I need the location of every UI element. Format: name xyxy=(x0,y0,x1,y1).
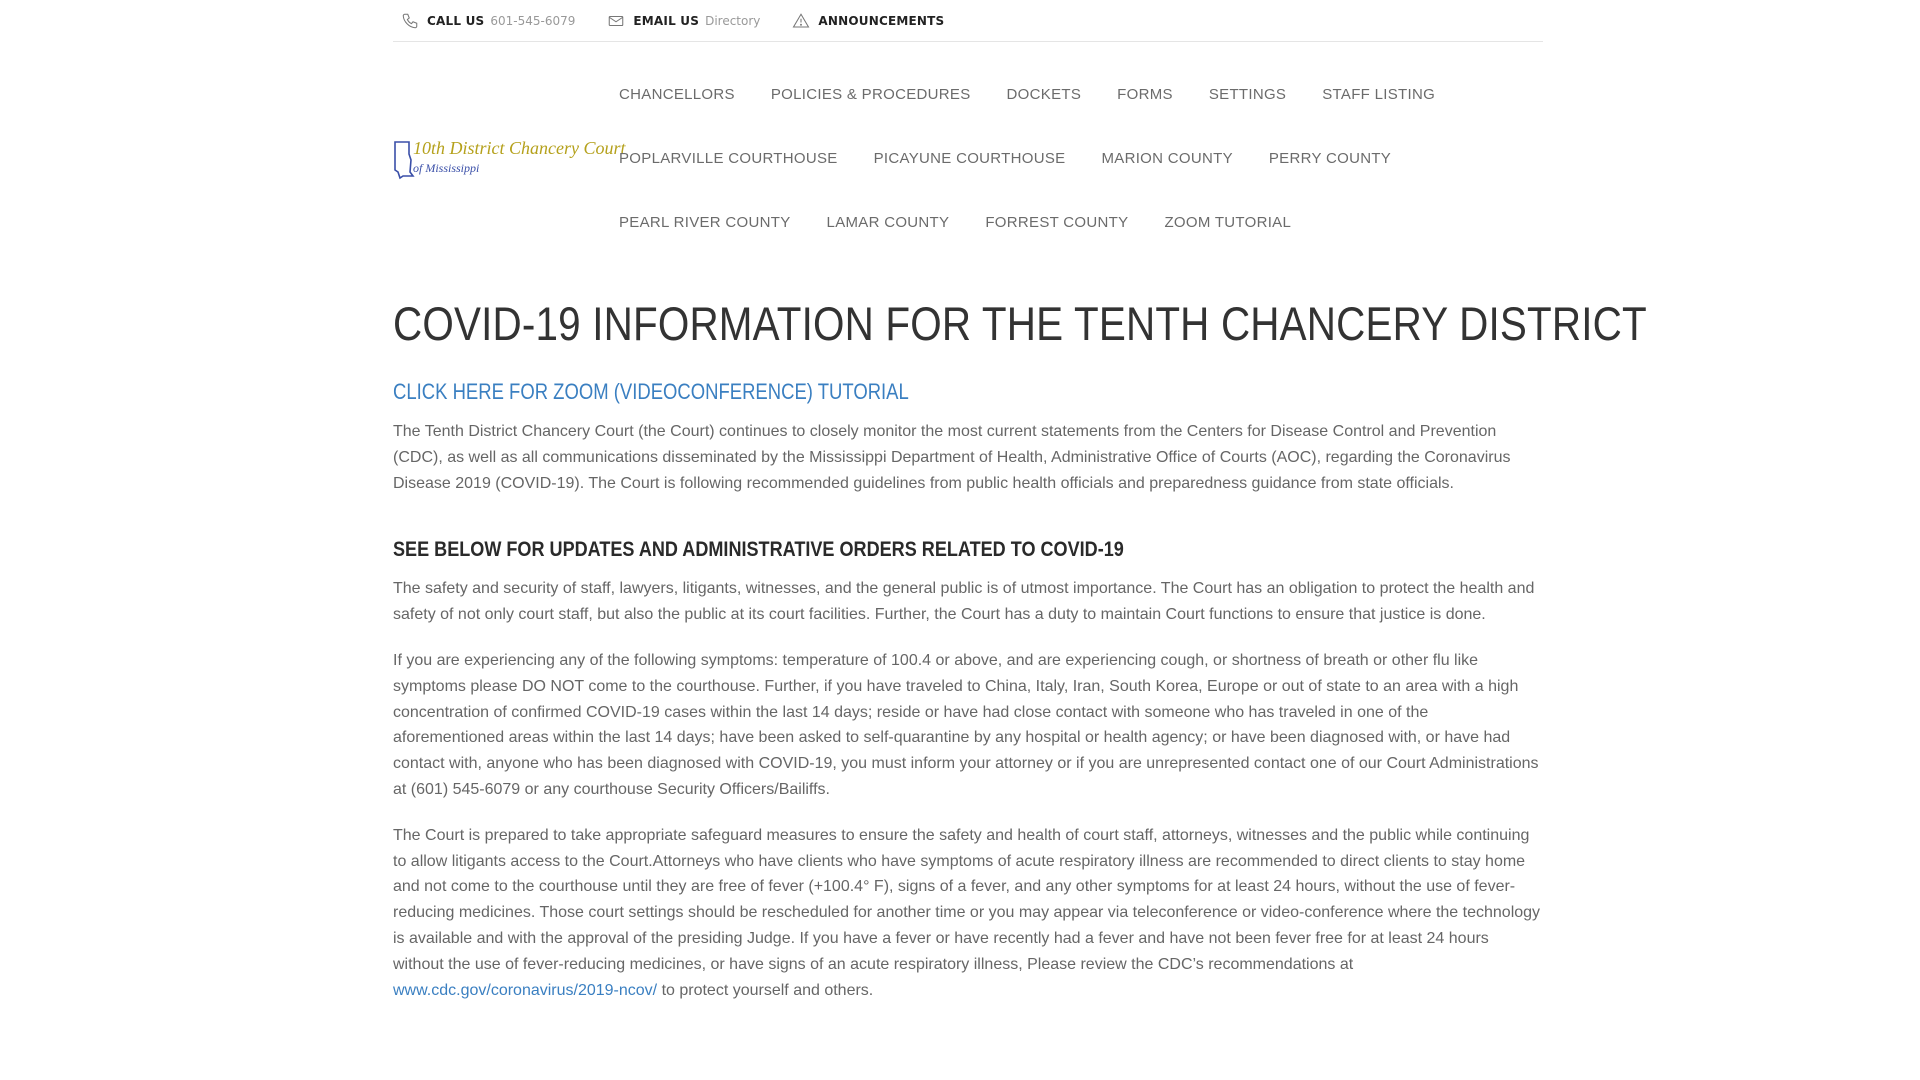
page-wrapper xyxy=(393,0,1647,1003)
nav-picayune-courthouse[interactable]: PICAYUNE COURTHOUSE xyxy=(873,149,1066,167)
court-logo[interactable] xyxy=(393,132,626,180)
nav-settings[interactable]: SETTINGS xyxy=(1208,85,1287,103)
envelope-icon xyxy=(607,12,625,30)
nav-row-2 xyxy=(619,126,1519,190)
safeguard-text: The Court is prepared to take appropriate safeguard measures to ensure the safety and health of court staff, attorneys, witnesses and the public while continuing to allow litigants access to the Court.Attorneys who have clients who have symptoms of acute respiratory illness are recommended to direct clients to stay home and not come to the courthouse until they are free of fever (+100.4° F), signs of a fever, and any other symptoms for at least 24 hours, without the use of fever-reducing medicines. Those court settings should be rescheduled for another time or you may appear via teleconference or video-conference where the technology is available and with the approval of the presiding Judge. If you have a fever or have recently had a fever and have not been fever free for at least 24 hours without the use of fever-reducing medicines, or have signs of an acute respiratory illness, Please review the CDC’s recommendations at xyxy=(393,826,1541,973)
main-content xyxy=(393,260,1647,1003)
main-navigation xyxy=(619,62,1519,254)
nav-poplarville-courthouse[interactable]: POPLARVILLE COURTHOUSE xyxy=(619,149,838,167)
site-header xyxy=(393,42,1543,260)
nav-policies-procedures[interactable]: POLICIES & PROCEDURES xyxy=(770,85,971,103)
nav-row-1 xyxy=(619,62,1519,126)
symptoms-paragraph: If you are experiencing any of the following symptoms: temperature of 100.4 or above, and are experiencing cough, or shortness of breath or other flu like symptoms please DO NOT come to the courthouse. Further, if you have traveled to China, Italy, Iran, South Korea, Europe or out of state to an area with a high concentration of confirmed COVID-19 cases within the last 14 days; reside or have had close contact with someone who has traveled in one of the aforementioned areas within the last 14 days; have been asked to self-quarantine by any hospital or health agency; or have been diagnosed with, or have had contact with, anyone who has been diagnosed with COVID-19, you must inform your attorney or if you are unrepresented contact one of our Court Administrations at (601) 545-6079 or any courthouse Security Officers/Bailiffs. xyxy=(393,651,1539,798)
email-us-item[interactable] xyxy=(607,12,760,30)
nav-row-3 xyxy=(619,190,1519,254)
nav-zoom-tutorial[interactable]: ZOOM TUTORIAL xyxy=(1164,213,1292,231)
announcements-label: ANNOUNCEMENTS xyxy=(818,13,945,28)
phone-icon xyxy=(401,12,419,30)
top-contact-bar xyxy=(393,0,1543,42)
nav-staff-listing[interactable]: STAFF LISTING xyxy=(1322,85,1436,103)
zoom-tutorial-link[interactable]: CLICK HERE FOR ZOOM (VIDEOCONFERENCE) TUTORIAL xyxy=(393,379,909,404)
email-us-label: EMAIL US xyxy=(633,13,700,28)
nav-marion-county[interactable]: MARION COUNTY xyxy=(1101,149,1233,167)
safeguard-paragraph xyxy=(393,823,1543,1004)
warning-icon xyxy=(792,12,810,30)
nav-forms[interactable]: FORMS xyxy=(1117,85,1173,103)
intro-paragraph: The Tenth District Chancery Court (the Court) continues to closely monitor the most current statements from the Centers for Disease Control and Prevention (CDC), as well as all communications disseminated by the Mississippi Department of Health, Administrative Office of Courts (AOC), regarding the Coronavirus Disease 2019 (COVID-19). The Court is following recommended guidelines from public health officials and preparedness guidance from state officials. xyxy=(393,423,1511,492)
logo-text-main: 10th District Chancery Court xyxy=(413,138,626,158)
page-title: COVID-19 INFORMATION FOR THE TENTH CHANCERY DISTRICT xyxy=(393,297,1647,350)
mississippi-outline-icon xyxy=(395,142,413,178)
safety-paragraph: The safety and security of staff, lawyers, litigants, witnesses, and the general public is of utmost importance. The Court has an obligation to protect the health and safety of not only court staff, but also the public at its court facilities. Further, the Court has a duty to maintain Court functions to ensure that justice is done. xyxy=(393,580,1535,624)
nav-dockets[interactable]: DOCKETS xyxy=(1006,85,1082,103)
updates-heading: SEE BELOW FOR UPDATES AND ADMINISTRATIVE ORDERS RELATED TO COVID-19 xyxy=(393,538,1124,562)
nav-chancellors[interactable]: CHANCELLORS xyxy=(619,85,735,103)
logo-text-sub: of Mississippi xyxy=(413,161,480,175)
announcements-item[interactable] xyxy=(792,12,944,30)
call-us-item[interactable] xyxy=(401,12,575,30)
nav-forrest-county[interactable]: FORREST COUNTY xyxy=(985,213,1129,231)
call-us-label: CALL US xyxy=(427,13,485,28)
nav-perry-county[interactable]: PERRY COUNTY xyxy=(1268,149,1392,167)
nav-lamar-county[interactable]: LAMAR COUNTY xyxy=(826,213,950,231)
nav-pearl-river-county[interactable]: PEARL RIVER COUNTY xyxy=(619,213,791,231)
directory-link[interactable]: Directory xyxy=(705,13,761,28)
safeguard-text-end: to protect yourself and others. xyxy=(657,981,874,999)
cdc-link[interactable]: www.cdc.gov/coronavirus/2019-ncov/ xyxy=(393,981,658,999)
phone-number[interactable]: 601-545-6079 xyxy=(490,13,576,28)
